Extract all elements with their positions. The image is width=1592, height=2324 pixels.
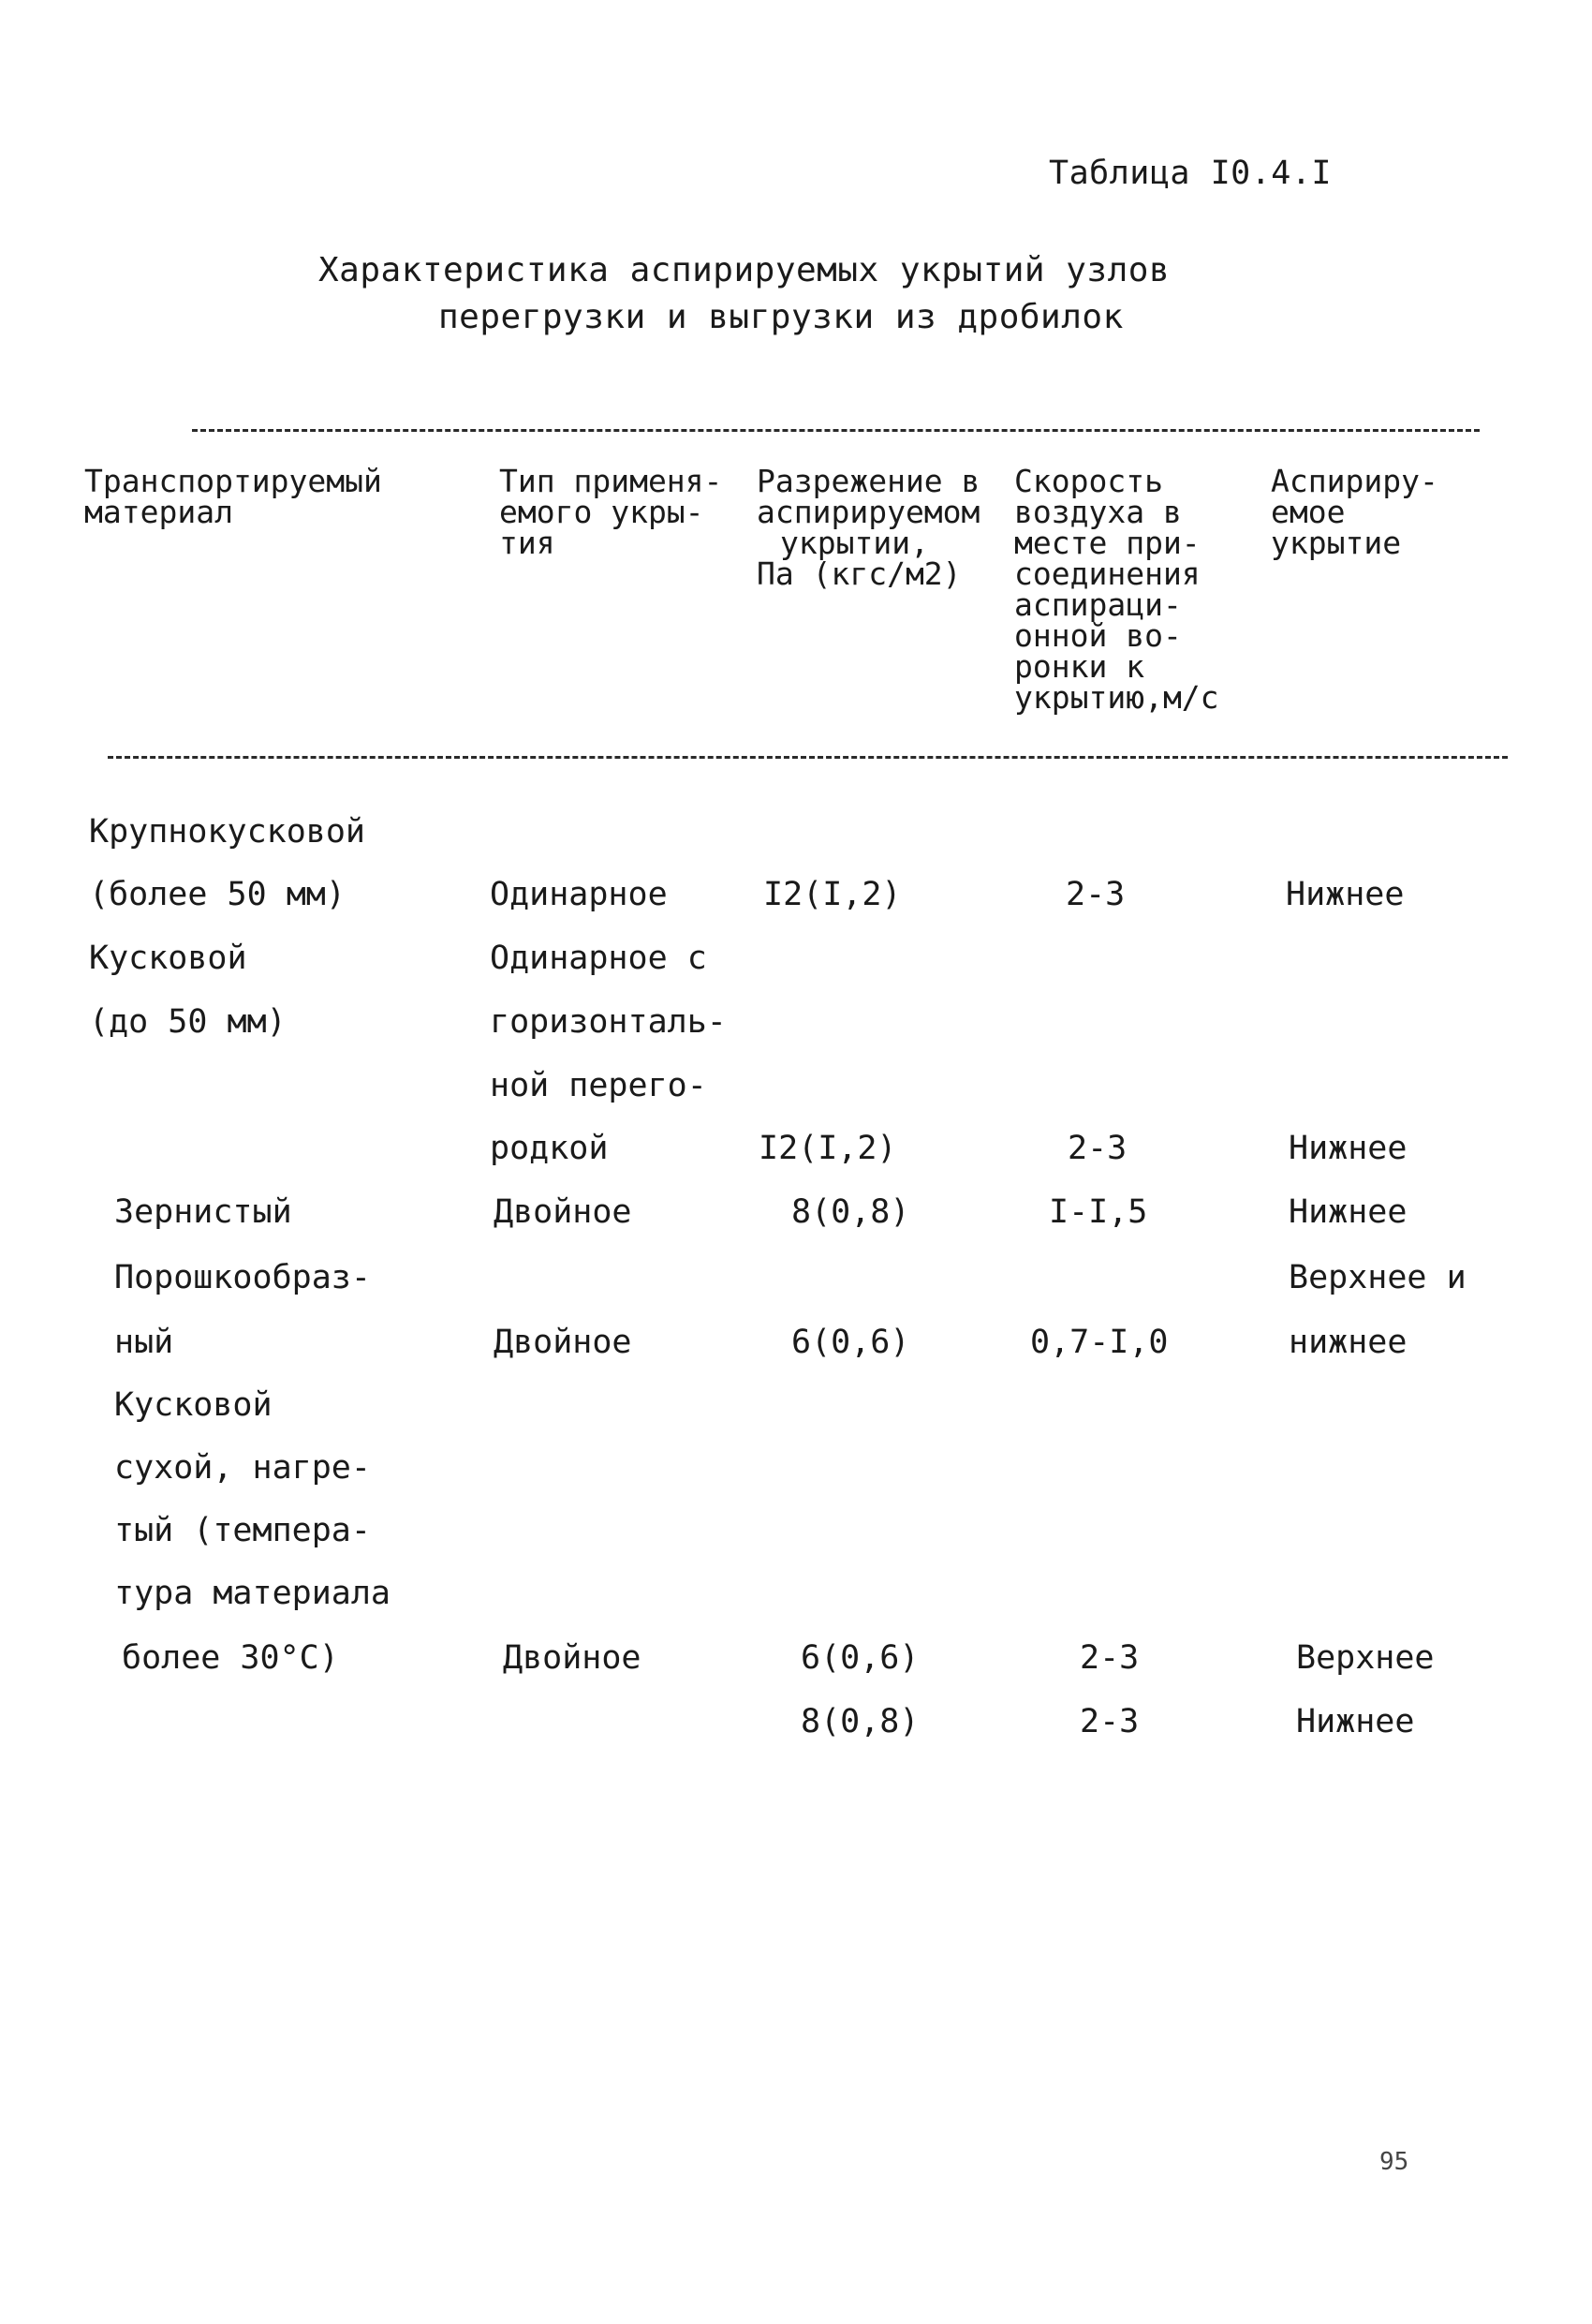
material-line: сухой, нагре-	[114, 1449, 371, 1487]
header-top-rule	[192, 429, 1480, 432]
material-line: тый (темпера-	[114, 1512, 371, 1549]
material-line: Зернистый	[114, 1193, 292, 1231]
material-line: тура материала	[114, 1575, 391, 1612]
cover-type-line: Двойное	[494, 1324, 632, 1361]
cover-position-value: Нижнее	[1296, 1703, 1415, 1740]
cover-position-value: нижнее	[1289, 1324, 1408, 1361]
header-material: Транспортируемый материал	[84, 463, 382, 530]
material-line: Крупнокусковой	[89, 813, 366, 851]
cover-position-value: Нижнее	[1286, 876, 1405, 913]
header-bottom-rule	[108, 756, 1508, 759]
header-cover-type: Тип применя- емого укры- тия	[499, 463, 723, 561]
air-speed-value: I-I,5	[1049, 1193, 1148, 1231]
material-line: (до 50 мм)	[89, 1003, 287, 1041]
pressure-value: 6(0,6)	[791, 1324, 910, 1361]
air-speed-value: 2-3	[1068, 1130, 1128, 1167]
cover-position-value: Верхнее	[1296, 1639, 1435, 1677]
material-line: Порошкообраз-	[114, 1259, 371, 1296]
material-line: ный	[114, 1324, 174, 1361]
table-title-line-1: Характеристика аспирируемых укрытий узлов	[318, 251, 1171, 289]
air-speed-value: 2-3	[1080, 1703, 1140, 1740]
air-speed-value: 0,7-I,0	[1030, 1324, 1169, 1361]
pressure-value: I2(I,2)	[763, 876, 902, 913]
pressure-value: 8(0,8)	[791, 1193, 910, 1231]
material-line: (более 50 мм)	[89, 876, 346, 913]
air-speed-value: 2-3	[1066, 876, 1126, 913]
pressure-value: I2(I,2)	[759, 1130, 897, 1167]
table-label: Таблица I0.4.I	[1049, 155, 1333, 192]
pressure-value: 8(0,8)	[801, 1703, 920, 1740]
cover-type-line: Одинарное с	[490, 940, 707, 977]
air-speed-value: 2-3	[1080, 1639, 1140, 1677]
cover-position-value: Нижнее	[1289, 1130, 1408, 1167]
cover-type-line: Двойное	[503, 1639, 641, 1677]
header-air-speed: Скорость воздуха в месте при- соединения аспираци- онной во- ронки к укрытию,м/с	[1014, 463, 1219, 716]
header-aspirated-cover: Аспириру- емое укрытие	[1271, 463, 1438, 561]
cover-type-line: ной перего-	[490, 1067, 707, 1104]
cover-type-line: Двойное	[494, 1193, 632, 1231]
page-mark: 95	[1379, 2148, 1409, 2176]
cover-type-line: горизонталь-	[490, 1003, 727, 1041]
material-line: Кусковой	[89, 940, 247, 977]
cover-type-line: Одинарное	[490, 876, 668, 913]
cover-position-value: Нижнее	[1289, 1193, 1408, 1231]
material-line: Кусковой	[114, 1386, 273, 1424]
header-pressure: Разрежение в аспирируемом укрытии, Па (кгс/м2)	[757, 463, 980, 592]
table-title-line-2: перегрузки и выгрузки из дробилок	[438, 298, 1124, 336]
cover-position-value: Верхнее и	[1289, 1259, 1467, 1296]
pressure-value: 6(0,6)	[801, 1639, 920, 1677]
cover-type-line: родкой	[490, 1130, 609, 1167]
material-line: более 30°С)	[122, 1639, 339, 1677]
